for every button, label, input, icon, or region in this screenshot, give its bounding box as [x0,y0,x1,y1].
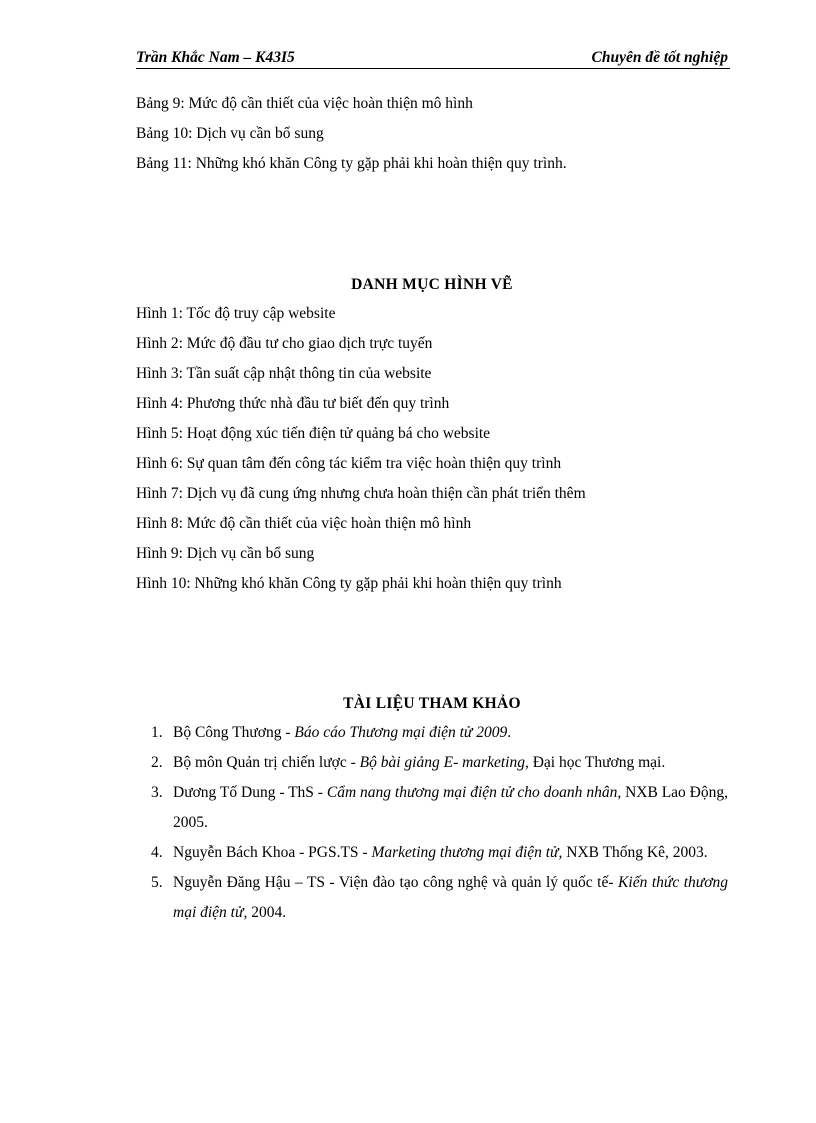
figure-list-item: Hình 5: Hoạt động xúc tiến điện tử quảng bá cho website [136,425,491,442]
reference-number: 1. [151,724,163,741]
figures-heading: DANH MỤC HÌNH VẼ [351,276,513,293]
table-list-item: Bảng 11: Những khó khăn Công ty gặp phải khi hoàn thiện quy trình. [136,155,567,172]
reference-publisher: , Đại học Thương mại. [524,754,666,771]
table-list-item: Bảng 10: Dịch vụ cần bổ sung [136,125,324,142]
reference-item [136,778,728,838]
figure-list-item: Hình 3: Tần suất cập nhật thông tin của website [136,365,432,382]
reference-number: 3. [151,784,163,801]
reference-author: Bộ Công Thương - [173,724,295,741]
reference-list [136,718,728,928]
page-header [136,49,728,67]
reference-publisher: . [507,724,512,741]
header-document-type: Chuyên đề tốt nghiệp [591,49,728,66]
reference-author: Dương Tố Dung - ThS - [173,784,327,801]
reference-publisher: NXB Lao Động, 2005. [173,784,728,831]
figure-list-item: Hình 9: Dịch vụ cần bổ sung [136,545,315,562]
figure-list-item: Hình 7: Dịch vụ đã cung ứng nhưng chưa hoàn thiện cần phát triển thêm [136,485,586,502]
figure-list-item: Hình 10: Những khó khăn Công ty gặp phải khi hoàn thiện quy trình [136,575,562,592]
references-heading: TÀI LIỆU THAM KHẢO [343,695,521,712]
table-list-item: Bảng 9: Mức độ cần thiết của việc hoàn thiện mô hình [136,95,473,112]
figure-list [136,299,586,599]
reference-publisher: , 2004. [243,904,287,921]
reference-publisher: NXB Thống Kê, 2003. [562,844,708,861]
reference-number: 5. [151,874,163,891]
reference-author: Nguyễn Bách Khoa - PGS.TS - [173,844,372,861]
reference-item [136,868,728,928]
figure-list-item: Hình 4: Phương thức nhà đầu tư biết đến quy trình [136,395,450,412]
figure-list-item: Hình 1: Tốc độ truy cập website [136,305,336,322]
reference-number: 4. [151,844,163,861]
reference-number: 2. [151,754,163,771]
figure-list-item: Hình 6: Sự quan tâm đến công tác kiểm tra việc hoàn thiện quy trình [136,455,562,472]
header-rule [136,68,730,69]
figure-list-item: Hình 2: Mức độ đầu tư cho giao dịch trực tuyến [136,335,433,352]
table-list [136,89,567,179]
reference-item [136,718,728,748]
reference-title: Marketing thương mại điện tử, [371,844,563,861]
header-author: Trần Khắc Nam – K43I5 [136,49,295,66]
reference-author: Nguyễn Đăng Hậu – TS - Viện đào tạo công nghệ và quản lý quốc tế- [173,874,619,891]
reference-title: Cẩm nang thương mại điện tử cho doanh nhân, [326,784,622,801]
reference-item [136,748,728,778]
reference-title: Báo cáo Thương mại điện tử 2009 [294,724,508,741]
figure-list-item: Hình 8: Mức độ cần thiết của việc hoàn thiện mô hình [136,515,472,532]
reference-title: Kiến thức thương mại điện tử [173,874,729,921]
reference-title: Bộ bài giảng E- marketing [359,754,525,771]
reference-item [136,838,728,868]
reference-author: Bộ môn Quản trị chiến lược - [173,754,360,771]
